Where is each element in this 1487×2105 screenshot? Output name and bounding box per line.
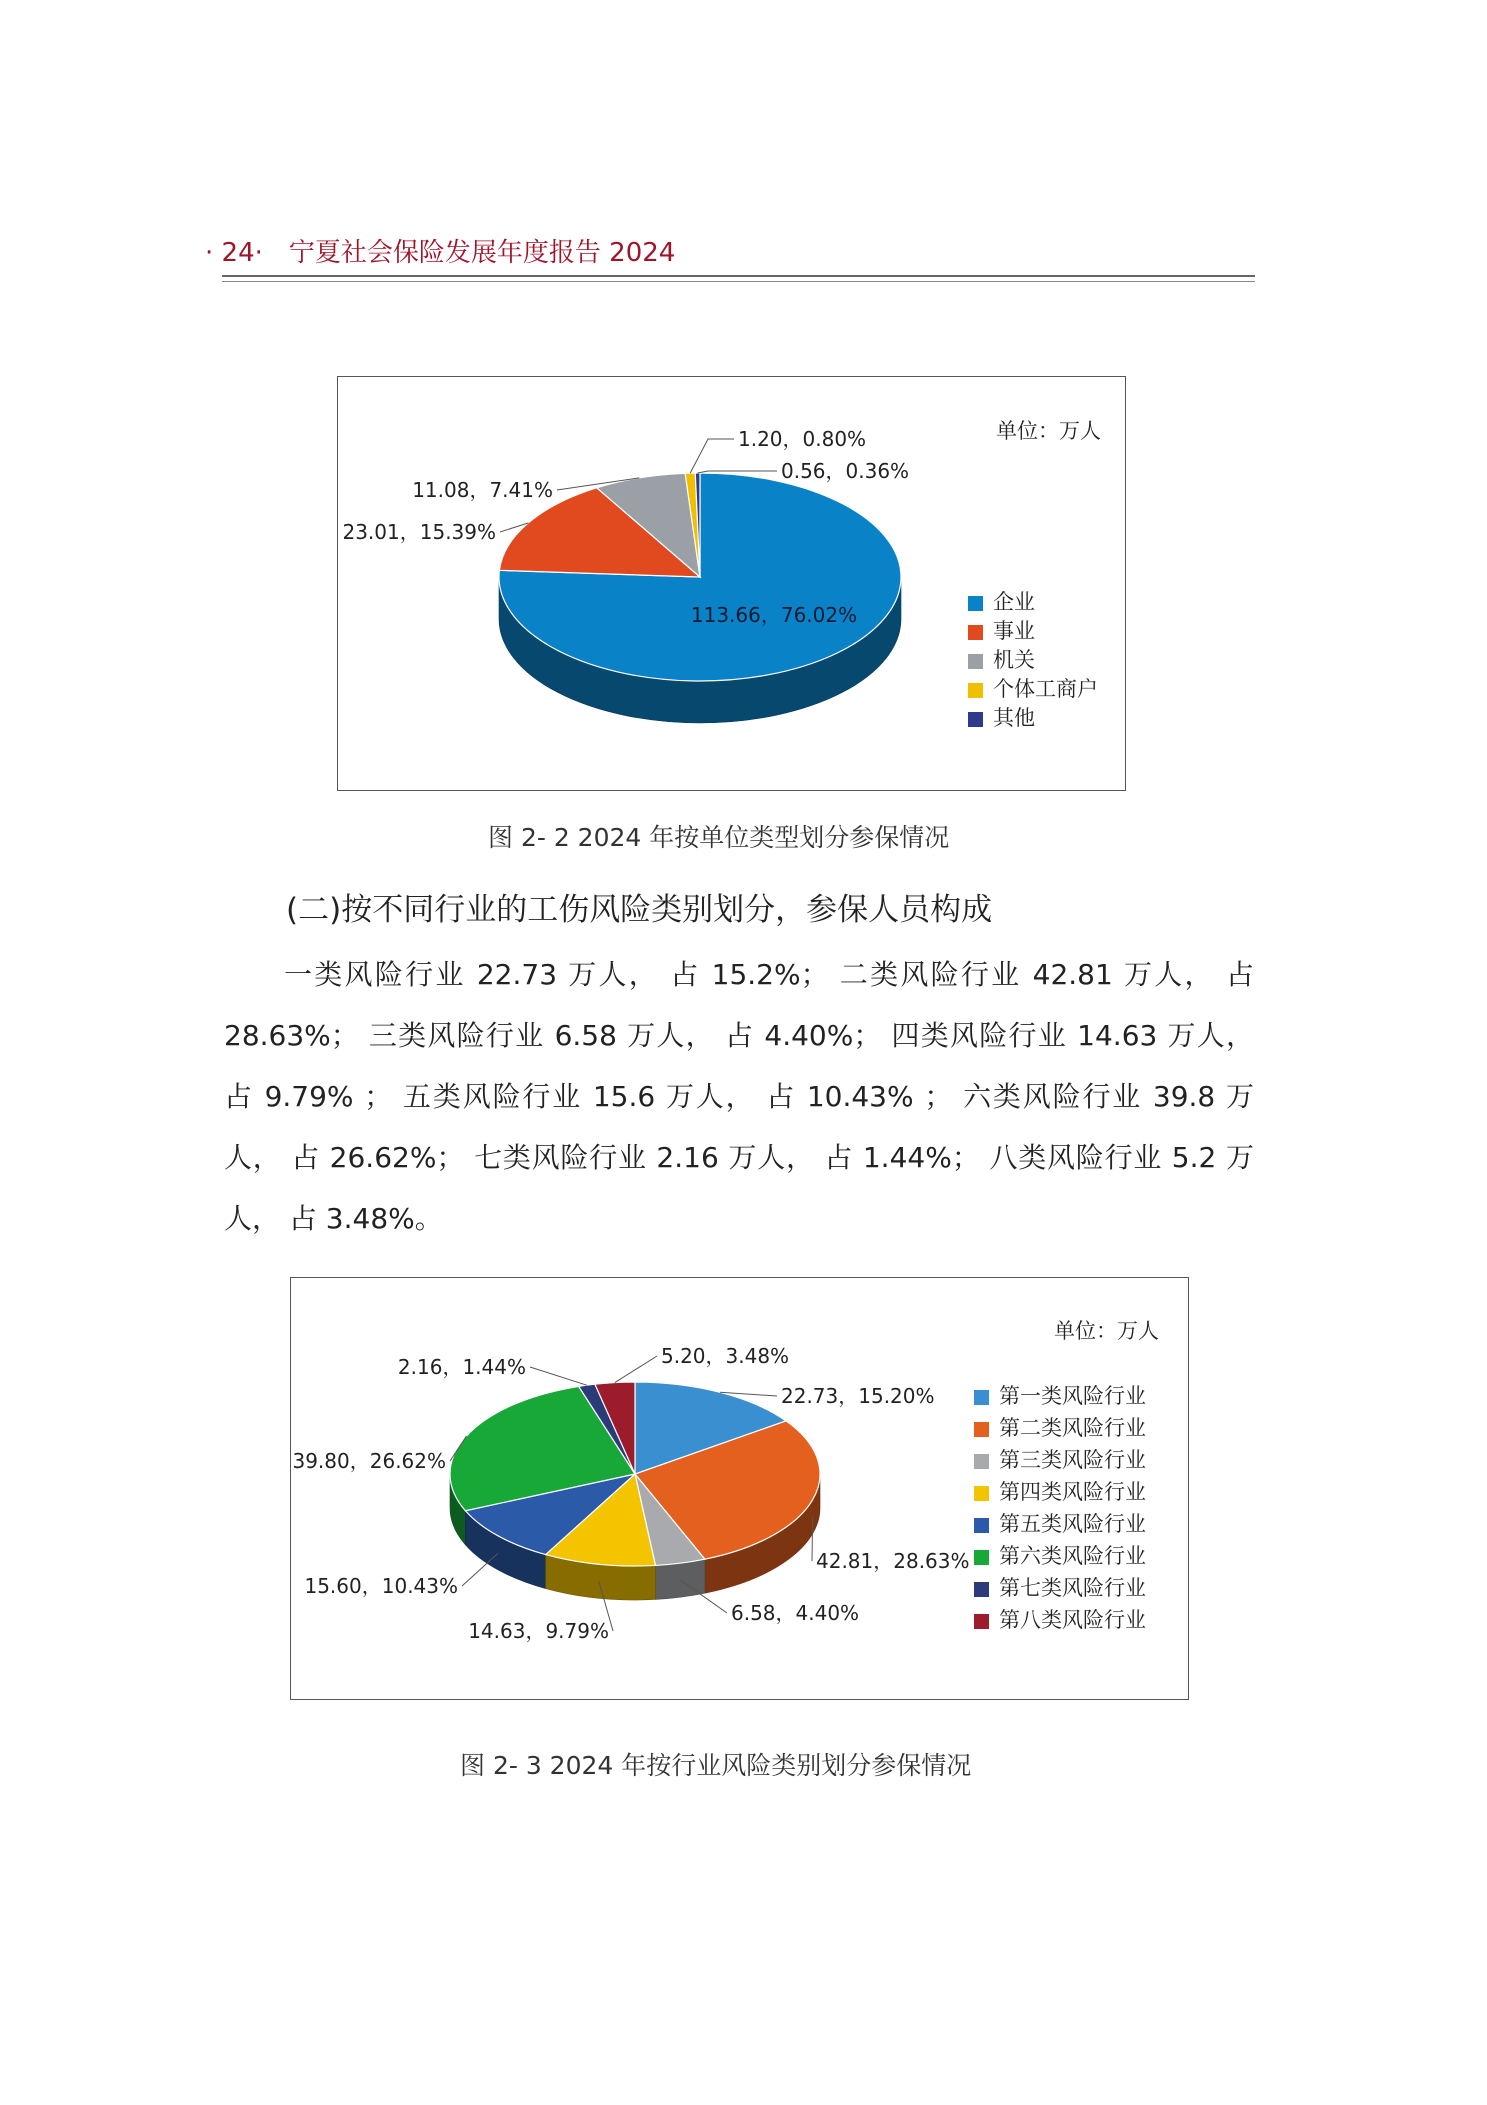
data-label: 5.20，3.48% <box>661 1344 790 1368</box>
legend-entry: 第二类风险行业 <box>999 1416 1146 1440</box>
data-label: 15.60，10.43% <box>304 1574 458 1598</box>
legend-swatch <box>974 1518 989 1533</box>
legend-entry: 机关 <box>993 648 1035 672</box>
data-label: 1.20，0.80% <box>738 427 867 451</box>
leader-line <box>615 1356 657 1383</box>
header-rule-thin <box>222 281 1255 282</box>
legend-entry: 第七类风险行业 <box>999 1576 1146 1600</box>
legend-entry: 第一类风险行业 <box>999 1384 1146 1408</box>
page-number: · 24· <box>205 238 263 268</box>
data-label: 113.66，76.02% <box>690 603 858 627</box>
data-label: 2.16，1.44% <box>397 1355 526 1379</box>
leader-line <box>530 1367 587 1385</box>
data-label: 14.63，9.79% <box>468 1619 609 1643</box>
industry-risk-pie-chart <box>291 1278 1188 1699</box>
legend-entry: 个体工商户 <box>993 677 1098 701</box>
section-body <box>224 944 1254 1249</box>
report-title: 宁夏社会保险发展年度报告 2024 <box>288 238 676 268</box>
legend-entry: 第八类风险行业 <box>999 1608 1146 1632</box>
data-label: 42.81，28.63% <box>816 1549 970 1573</box>
section-paragraph: 一类风险行业 22.73 万人， 占 15.2%； 二类风险行业 42.81 万人， 占 28.63%； 三类风险行业 6.58 万人， 占 4.40%； 四类风险行业 14.63 万人， 占 9.79% ； 五类风险行业 15.6 万人， 占 10.43% ； 六类风险行业 39.8 万人， 占 26.62%； 七类风险行业 2.16 万人， 占 1.44%； 八类风险行业 5.2 万人， 占 3.48%。 <box>224 958 1254 1235</box>
legend-entry: 其他 <box>993 706 1035 730</box>
legend-entry: 第三类风险行业 <box>999 1448 1146 1472</box>
figure1-caption: 图 2- 2 2024 年按单位类型划分参保情况 <box>488 823 950 852</box>
legend-entry: 第四类风险行业 <box>999 1480 1146 1504</box>
leader-line <box>690 439 734 473</box>
legend-swatch <box>974 1422 989 1437</box>
unit-label: 单位：万人 <box>996 419 1101 443</box>
unit-type-pie-chart <box>338 377 1125 790</box>
legend-swatch <box>968 596 983 611</box>
figure-unit-type-chart <box>337 376 1126 791</box>
legend-swatch <box>974 1614 989 1629</box>
data-label: 22.73，15.20% <box>781 1384 935 1408</box>
legend-swatch <box>974 1486 989 1501</box>
section-title: (二)按不同行业的工伤风险类别划分，参保人员构成 <box>286 892 993 928</box>
data-label: 0.56，0.36% <box>781 459 910 483</box>
legend-swatch <box>968 654 983 669</box>
data-label: 6.58，4.40% <box>731 1601 860 1625</box>
legend-entry: 企业 <box>993 590 1035 614</box>
figure-industry-risk-chart <box>290 1277 1189 1700</box>
legend-swatch <box>968 625 983 640</box>
legend-swatch <box>974 1390 989 1405</box>
unit-label: 单位：万人 <box>1054 1319 1159 1343</box>
legend-entry: 第六类风险行业 <box>999 1544 1146 1568</box>
legend-swatch <box>974 1454 989 1469</box>
page-header <box>205 232 675 269</box>
leader-line <box>812 1517 813 1561</box>
figure2-caption: 图 2- 3 2024 年按行业风险类别划分参保情况 <box>460 1751 972 1780</box>
legend-swatch <box>968 712 983 727</box>
legend-entry: 事业 <box>993 619 1035 643</box>
legend-swatch <box>974 1582 989 1597</box>
legend-swatch <box>974 1550 989 1565</box>
legend-swatch <box>968 683 983 698</box>
header-rule <box>222 275 1255 277</box>
data-label: 39.80，26.62% <box>292 1449 446 1473</box>
legend-entry: 第五类风险行业 <box>999 1512 1146 1536</box>
data-label: 23.01，15.39% <box>342 520 496 544</box>
data-label: 11.08，7.41% <box>412 478 553 502</box>
